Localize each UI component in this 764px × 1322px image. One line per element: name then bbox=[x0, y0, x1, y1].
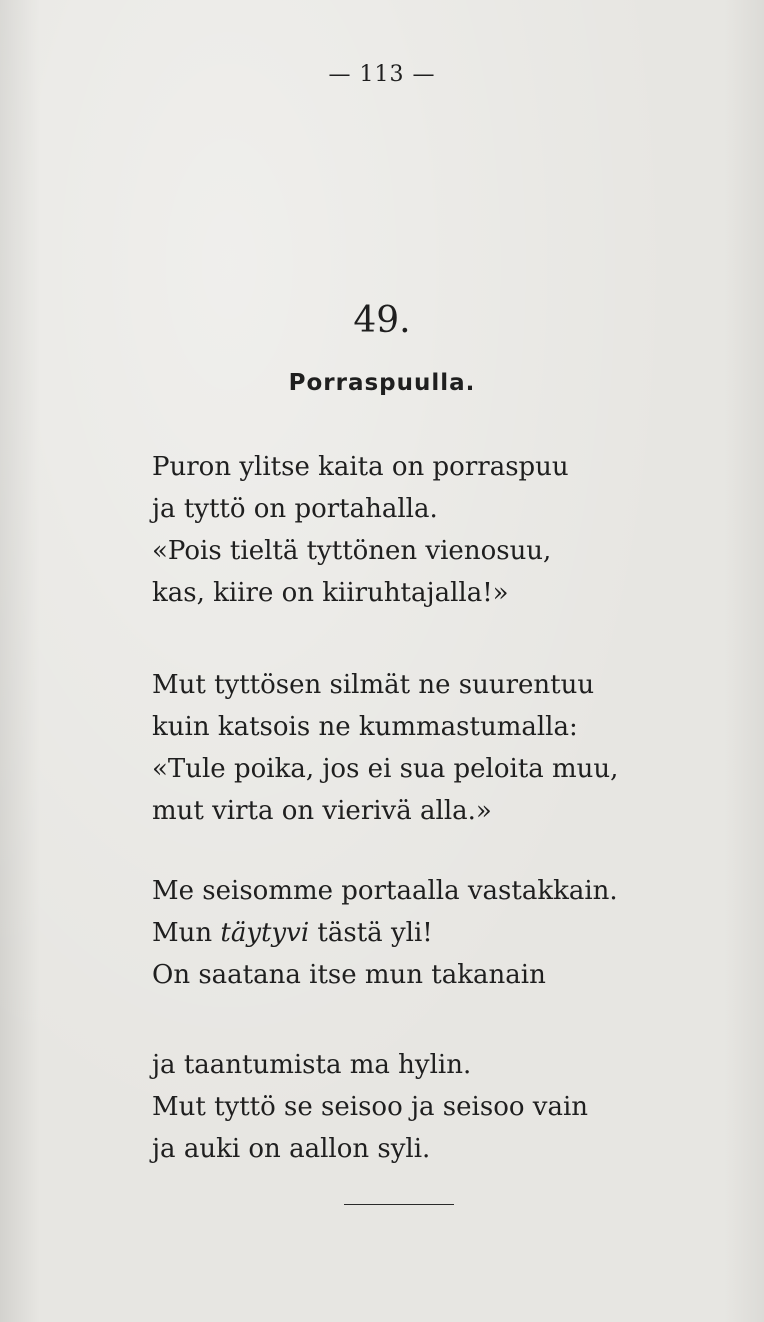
stanza-1 bbox=[152, 446, 569, 614]
poem-line: On saatana itse mun takanain bbox=[152, 960, 546, 990]
poem-line: ja taantumista ma hylin. bbox=[152, 1050, 472, 1080]
poem-line-with-italic bbox=[152, 912, 618, 954]
line-text: tästä yli! bbox=[309, 918, 433, 948]
poem-line: Me seisomme portaalla vastakkain. bbox=[152, 876, 618, 906]
italic-word: täytyvi bbox=[220, 918, 310, 948]
poem-line: Puron ylitse kaita on porraspuu bbox=[152, 452, 569, 482]
poem-line: «Tule poika, jos ei sua peloita muu, bbox=[152, 754, 619, 784]
poem-line: Mut tyttösen silmät ne suurentuu bbox=[152, 670, 595, 700]
poem-line: ja tyttö on portahalla. bbox=[152, 494, 438, 524]
poem-line: mut virta on vierivä alla.» bbox=[152, 796, 492, 826]
stanza-3 bbox=[152, 870, 618, 996]
stanza-2 bbox=[152, 664, 618, 832]
poem-line: kas, kiire on kiiruhtajalla!» bbox=[152, 578, 509, 608]
poem-number: 49. bbox=[353, 300, 411, 341]
end-divider bbox=[344, 1204, 454, 1205]
stanza-4 bbox=[152, 1044, 588, 1170]
line-text: Mun bbox=[152, 918, 221, 948]
poem-line: «Pois tieltä tyttönen vienosuu, bbox=[152, 536, 552, 566]
page-number: — 113 — bbox=[328, 62, 436, 87]
poem-line: ja auki on aallon syli. bbox=[152, 1134, 431, 1164]
poem-line: Mut tyttö se seisoo ja seisoo vain bbox=[152, 1092, 589, 1122]
poem-line: kuin katsois ne kummastumalla: bbox=[152, 712, 578, 742]
poem-title: Porraspuulla. bbox=[288, 370, 476, 396]
